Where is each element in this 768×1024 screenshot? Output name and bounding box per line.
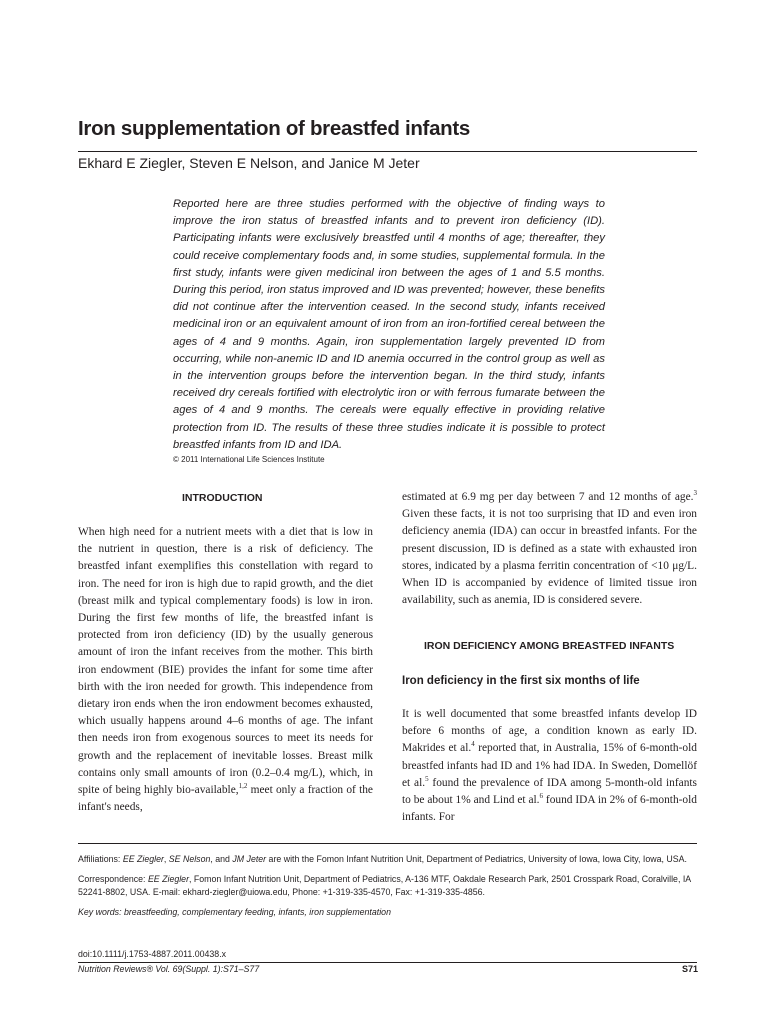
citation-sup: 6 [539,792,544,801]
section-heading-introduction: INTRODUCTION [182,492,263,504]
title-rule [78,151,697,152]
article-title: Iron supplementation of breastfed infants [78,117,471,140]
citation-sup: 3 [693,489,697,498]
correspondence [78,873,698,900]
author-name: EE Ziegler [147,873,190,884]
footnotes [78,853,698,925]
author-name: SE Nelson [168,854,211,864]
separator: , [163,854,169,864]
correspondence-text: , Fomon Infant Nutrition Unit, Department of Pediatrics, A-136 MTF, Oakdale Research Park, 2501 Crosspark Road, Coralville, IA 52241-8802, USA. E-mail: ekhard-ziegler@uiowa.edu, Phone: +1-319-335-4570, Fax: +1-319-335-4856. [78,873,691,897]
page-number: S71 [681,964,698,974]
abstract-text: Reported here are three studies performed with the objective of finding ways to improve the iron status of breastfed infants and to prevent iron deficiency (ID). Participating infants were exclusively breastfed until 4 months of age; thereafter, they could receive complementary foods and, in some studies, supplemental formula. In the first study, infants were given medicinal iron between the ages of 1 and 5.5 months. During this period, iron status improved and ID was prevented; however, these benefits did not continue after the intervention ceased. In the second study, infants received medicinal iron or an equivalent amount of iron from an iron-fortified cereal between the ages of 4 and 9 months. Again, iron supplementation largely prevented ID from occurring, while non-anemic ID and ID anemia occurred in the control group as well as in the intervention groups before the intervention began. In the third study, infants received dry cereals fortified with electrolytic iron or with ferrous fumarate between the ages of 4 and 9 months. The cereals were equally effective in providing relative protection from ID. The results of these three studies indicate it is possible to protect breastfed infants from ID and IDA. [173,198,605,451]
author-name: JM Jeter [232,854,267,864]
affiliations-label: Affiliations: [78,854,123,864]
body-paragraph [78,524,373,816]
affiliations [78,853,698,867]
keywords: Key words: breastfeeding, complementary feeding, infants, iron supplementation [78,906,391,917]
doi[interactable]: doi:10.1111/j.1753-4887.2011.00438.x [78,949,227,959]
citation-sup: 4 [471,740,475,749]
body-text: found IDA in 2% of 6-month-old infants. For [402,794,697,824]
body-paragraph [402,489,697,609]
section-heading-iron-deficiency: IRON DEFICIENCY AMONG BREASTFED INFANTS [424,640,675,652]
copyright-notice: © 2011 International Life Sciences Institute [173,455,325,464]
abstract [173,196,605,454]
author-name: EE Ziegler [122,854,164,864]
body-text: Given these facts, it is not too surprising that ID and even iron deficiency anemia (IDA) can occur in breastfed infants. For the present discussion, ID is defined as a state with exhausted iron stores, indicated by a plasma ferritin concentration of <10 μg/L. When ID is accompanied by evidence of limited tissue iron availability, such as anemia, ID is considered severe. [402,508,697,607]
body-column-right-lower [402,706,697,826]
separator: , and [210,854,233,864]
body-text: found the prevalence of IDA among 5-month-old infants to be about 1% and Lind et al. [402,776,697,807]
body-text: meet only a fraction of the infant's needs, [78,784,373,814]
body-text: It is well documented that some breastfed infants develop ID before 6 months of age, a condition known as early ID. Makrides et al. [402,708,697,755]
body-column-left [78,524,373,816]
subsection-heading: Iron deficiency in the first six months of life [402,675,640,687]
journal-citation: Nutrition Reviews® Vol. 69(Suppl. 1):S71–S77 [78,964,260,974]
body-text: reported that, in Australia, 15% of 6-month-old breastfed infants had ID and 1% had IDA. In Sweden, Domellöf et al. [402,742,697,789]
affiliations-text: are with the Fomon Infant Nutrition Unit, Department of Pediatrics, University of Iowa, Iowa City, Iowa, USA. [266,854,687,864]
author-list: Ekhard E Ziegler, Steven E Nelson, and Janice M Jeter [78,155,420,171]
citation-sup: 1,2 [238,782,248,791]
body-text: When high need for a nutrient meets with a diet that is low in the nutrient in question, there is a risk of deficiency. The breastfed infant exemplifies this constellation with regard to iron. The need for iron is high due to rapid growth, and the diet (breast milk and typical complementary foods) is low in iron. During the first few months of life, the breastfed infant is protected from iron deficiency (ID) by the usually generous amount of iron the infant receives from the mother. This birth iron endowment (BIE) provides the infant for some time after birth with the iron needed for growth. This independence from dietary iron ends when the iron endowment becomes exhausted, which usually happens around 4–6 months of age. The infant then needs iron from exogenous sources to meet its needs for growth and the replacement of inevitable losses. Breast milk contains only small amounts of iron (0.2–0.4 mg/L), which, in spite of being highly bio-available, [78,526,373,797]
body-text: estimated at 6.9 mg per day between 7 and 12 months of age. [402,491,694,503]
citation-sup: 5 [425,775,429,784]
footnote-rule [78,843,697,844]
correspondence-label: Correspondence: [78,873,148,884]
body-paragraph [402,706,697,826]
body-column-right [402,489,697,609]
